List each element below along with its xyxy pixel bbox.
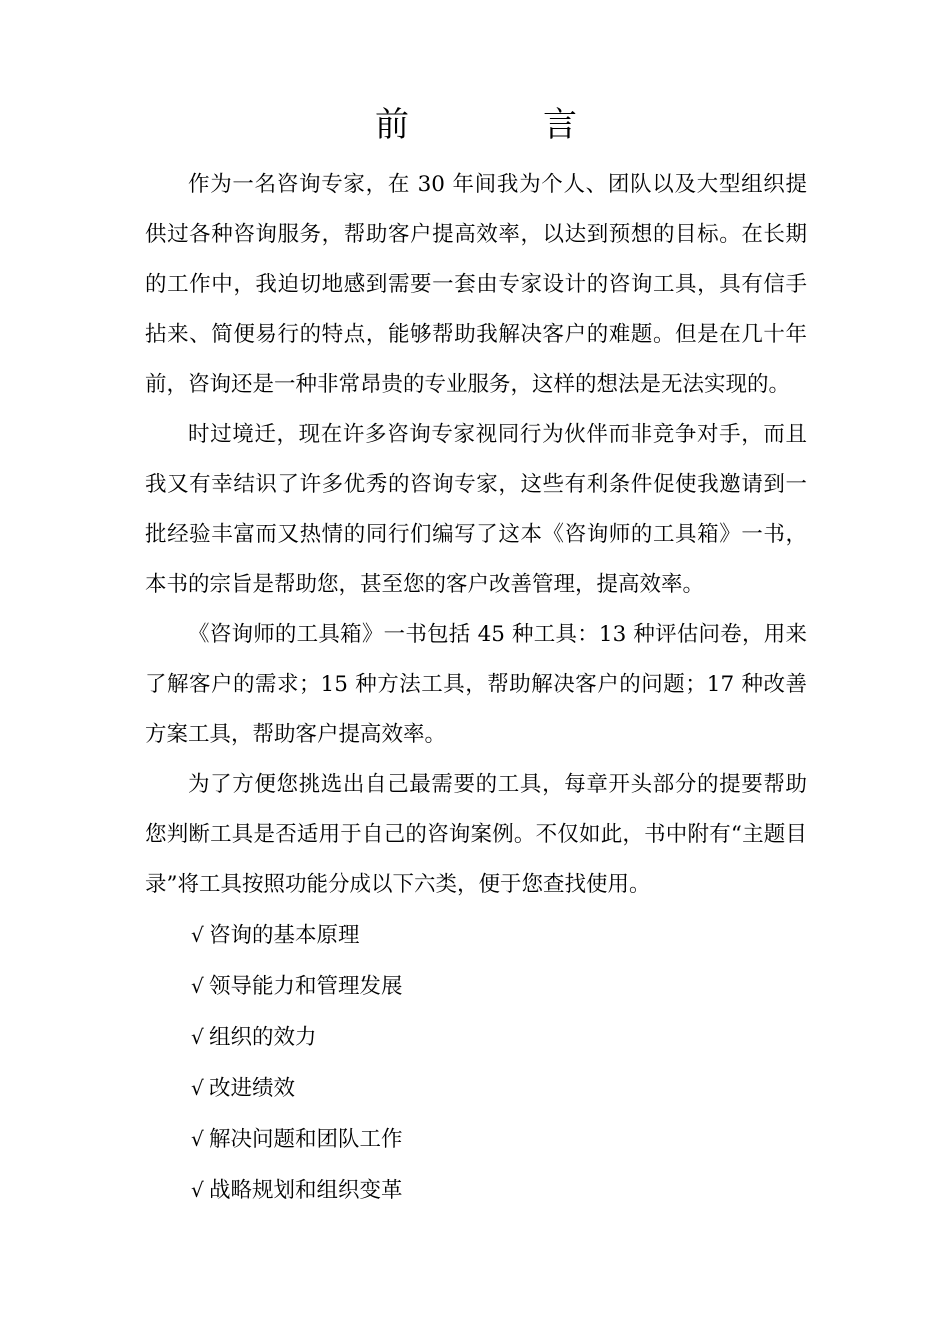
list-item (145, 910, 807, 961)
preface-body (145, 160, 807, 1216)
paragraph-2: 时过境迁，现在许多咨询专家视同行为伙伴而非竞争对手，而且我又有幸结识了许多优秀的咨询专家，这些有利条件促使我邀请到一批经验丰富而又热情的同行们编写了这本《咨询师的工具箱》一书，本书的宗旨是帮助您，甚至您的客户改善管理，提高效率。 (145, 422, 807, 597)
check-mark-icon: √ (191, 1178, 204, 1202)
list-item (145, 1063, 807, 1114)
list-item (145, 1012, 807, 1063)
check-mark-icon: √ (191, 974, 204, 998)
list-item-label: 改进绩效 (209, 1076, 296, 1101)
paragraph-4: 为了方便您挑选出自己最需要的工具，每章开头部分的提要帮助您判断工具是否适用于自己的咨询案例。不仅如此，书中附有“主题目录”将工具按照功能分成以下六类，便于您查找使用。 (145, 772, 807, 897)
check-mark-icon: √ (191, 1025, 204, 1049)
list-item-label: 咨询的基本原理 (209, 923, 360, 948)
list-item (145, 1165, 807, 1216)
list-item (145, 1114, 807, 1165)
paragraph-1: 作为一名咨询专家，在 30 年间我为个人、团队以及大型组织提供过各种咨询服务，帮助客户提高效率，以达到预想的目标。在长期的工作中，我迫切地感到需要一套由专家设计的咨询工具，具有信手拈来、简便易行的特点，能够帮助我解决客户的难题。但是在几十年前，咨询还是一种非常昂贵的专业服务，这样的想法是无法实现的。 (145, 172, 807, 397)
paragraph-3: 《咨询师的工具箱》一书包括 45 种工具：13 种评估问卷，用来了解客户的需求；15 种方法工具，帮助解决客户的问题；17 种改善方案工具，帮助客户提高效率。 (145, 622, 807, 747)
category-list (145, 910, 807, 1216)
check-mark-icon: √ (191, 923, 204, 947)
page-title: 前 言 (375, 105, 627, 145)
check-mark-icon: √ (191, 1076, 204, 1100)
list-item-label: 领导能力和管理发展 (209, 974, 403, 999)
list-item-label: 组织的效力 (209, 1025, 317, 1050)
check-mark-icon: √ (191, 1127, 204, 1151)
list-item (145, 961, 807, 1012)
list-item-label: 解决问题和团队工作 (209, 1127, 403, 1152)
list-item-label: 战略规划和组织变革 (209, 1178, 403, 1203)
